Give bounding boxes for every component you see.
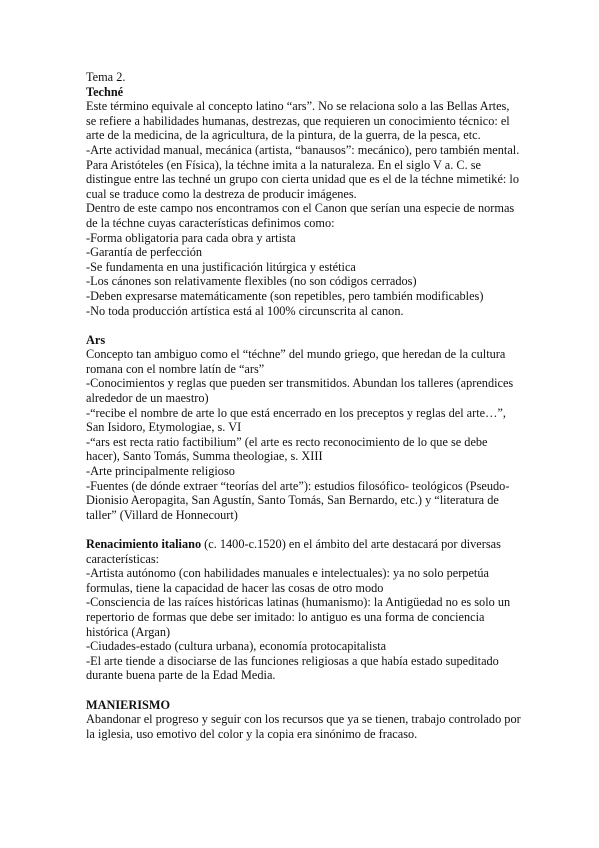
section-renacimiento (86, 537, 526, 683)
section-gap (86, 683, 526, 698)
text-line: se refiere a habilidades humanas, destrezas, que requieren un conocimiento técnico: el (86, 113, 510, 128)
text-line: -Arte principalmente religioso (86, 464, 235, 479)
section-ars (86, 333, 526, 523)
text-line: histórica (Argan) (86, 624, 171, 639)
text-line: hacer), Santo Tomás, Summa theologiae, s. XIII (86, 449, 323, 464)
text-line: de la téchne cuyas características definimos como: (86, 215, 335, 230)
text-line: cual se traduce como la destreza de producir imágenes. (86, 186, 357, 201)
text-line: alrededor de un maestro) (86, 391, 209, 406)
text-line: -Fuentes (de dónde extraer “teorías del arte”): estudios filosófico- teológicos (Pseudo- (86, 478, 510, 493)
section-manierismo (86, 698, 526, 742)
text-line: Este término equivale al concepto latino “ars”. No se relaciona solo a las Bellas Artes, (86, 99, 510, 114)
text-line: formulas, tiene la capacidad de hacer las cosas de otro modo (86, 580, 384, 595)
text-line: Abandonar el progreso y seguir con los recursos que ya se tienen, trabajo controlado por (86, 712, 521, 727)
section-gap (86, 522, 526, 537)
text-line: -Deben expresarse matemáticamente (son repetibles, pero también modificables) (86, 288, 484, 303)
document-page (86, 70, 526, 741)
section-heading-techne: Techné (86, 84, 124, 99)
text-line: -Arte actividad manual, mecánica (artista, “banausos”: mecánico), pero también mental. (86, 142, 520, 157)
text-line: Dionisio Aeropagita, San Agustín, Santo Tomás, San Bernardo, etc.) y “literatura de (86, 493, 499, 508)
section-techne (86, 85, 526, 319)
ars-body (86, 347, 526, 522)
text-line: -Garantía de perfección (86, 245, 203, 260)
text-line: la iglesia, uso emotivo del color y la copia era sinónimo de fracaso. (86, 726, 418, 741)
section-heading-ars: Ars (86, 332, 106, 347)
text-line: durante buena parte de la Edad Media. (86, 668, 276, 683)
text-line: -Conocimientos y reglas que pueden ser transmitidos. Abundan los talleres (aprendices (86, 376, 514, 391)
topic-number: Tema 2. (86, 70, 126, 84)
text-line: romana con el nombre latín de “ars” (86, 361, 265, 376)
text-line: Dentro de este campo nos encontramos con el Canon que serían una especie de normas (86, 201, 515, 216)
manierismo-body (86, 712, 526, 741)
text-line: San Isidoro, Etymologiae, s. VI (86, 420, 242, 435)
text-line: repertorio de formas que debe ser imitado: lo antiguo es una forma de conciencia (86, 609, 485, 624)
text-line: -“recibe el nombre de arte lo que está encerrado en los preceptos y reglas del arte…”, (86, 405, 506, 420)
renacimiento-heading-rest: (c. 1400-c.1520) en el ámbito del arte destacará por diversas (201, 537, 501, 551)
section-heading-renacimiento: Renacimiento italiano (86, 537, 202, 551)
text-line: Concepto tan ambiguo como el “téchne” del mundo griego, que heredan de la cultura (86, 347, 506, 362)
text-line: -Forma obligatoria para cada obra y artista (86, 230, 296, 245)
text-line: arte de la medicina, de la agricultura, de la pintura, de la guerra, de la pesca, etc. (86, 128, 481, 143)
section-gap (86, 318, 526, 333)
text-line: -Ciudades-estado (cultura urbana), economía protocapitalista (86, 639, 387, 654)
text-line: distingue entre las techné un grupo con cierta unidad que es el de la téchne mimetiké: lo (86, 172, 519, 187)
techne-body (86, 99, 526, 318)
renacimiento-body (86, 552, 526, 683)
text-line: Para Aristóteles (en Física), la téchne imita a la naturaleza. En el siglo V a. C. se (86, 157, 481, 172)
text-line: -Artista autónomo (con habilidades manuales e intelectuales): ya no solo perpetúa (86, 566, 489, 581)
text-line: -Consciencia de las raíces históricas latinas (humanismo): la Antigüedad no es solo un (86, 595, 511, 610)
renacimiento-first-line (86, 537, 526, 552)
text-line: -“ars est recta ratio factibilium” (el arte es recto reconocimiento de lo que se debe (86, 434, 488, 449)
text-line: -El arte tiende a disociarse de las funciones religiosas a que había estado supeditado (86, 653, 499, 668)
text-line: características: (86, 551, 160, 566)
text-line: taller” (Villard de Honnecourt) (86, 507, 238, 522)
text-line: -Se fundamenta en una justificación litúrgica y estética (86, 259, 356, 274)
section-heading-manierismo: MANIERISMO (86, 697, 171, 712)
text-line: -Los cánones son relativamente flexibles (no son códigos cerrados) (86, 274, 417, 289)
text-line: -No toda producción artística está al 100% circunscrita al canon. (86, 303, 404, 318)
